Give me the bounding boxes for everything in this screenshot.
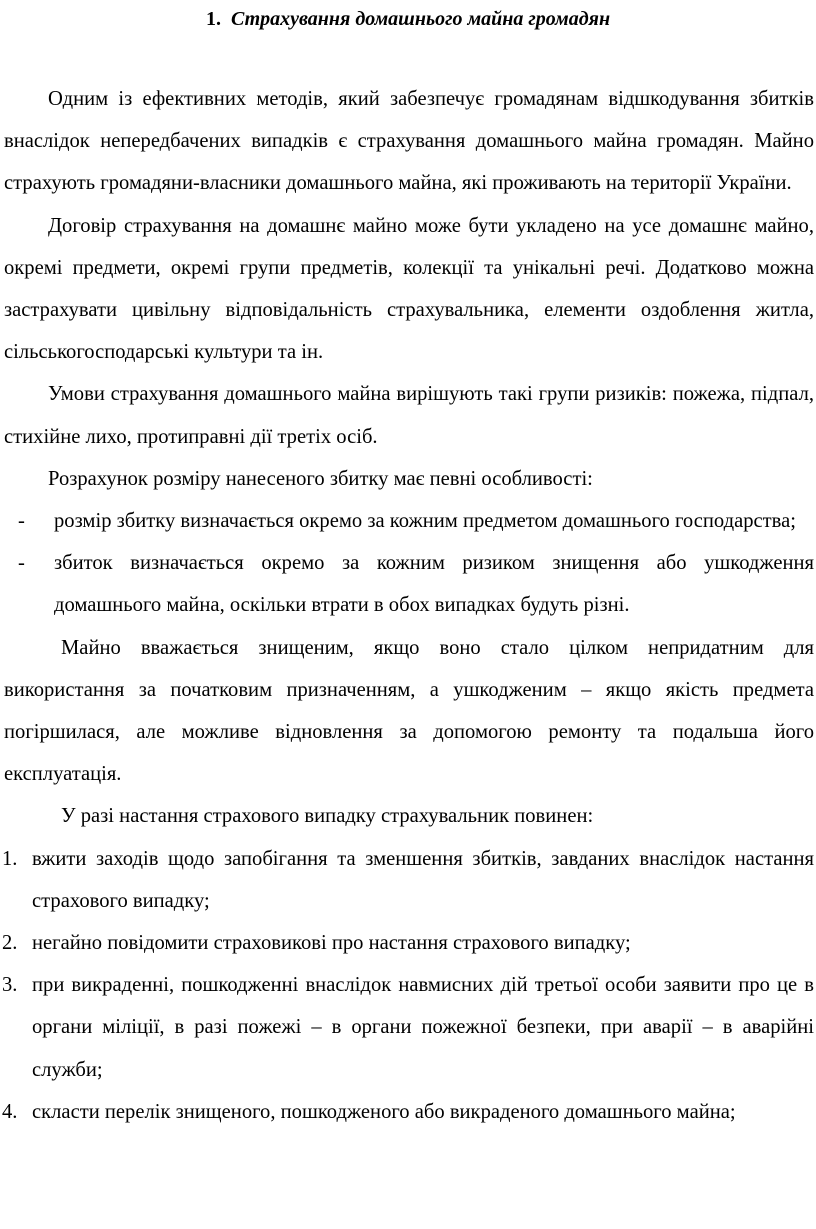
number-marker: 2. (2, 932, 18, 955)
paragraph-insured-duties: У разі настання страхового випадку страхувальник повинен: (61, 805, 594, 828)
list-item (4, 964, 814, 1091)
number-marker: 3. (2, 974, 18, 997)
paragraph-contract: Договір страхування на домашнє майно може бути укладено на усе домашнє майно, окремі предмети, окремі групи предметів, колекції та унікальні речі. Додатково можна застрахувати цивільну відповідальність страхувальника, елементи оздоблення житла, сільськогосподарські культури та ін. (4, 214, 814, 364)
list-item-text: при викраденні, пошкодженні внаслідок навмисних дій третьої особи заявити про це в органи міліції, в разі пожежі – в органи пожежної безпеки, при аварії – в аварійні служби; (32, 974, 814, 1081)
list-item-text: скласти перелік знищеного, пошкодженого або викраденого домашнього майна; (32, 1100, 736, 1123)
list-item-text: вжити заходів щодо запобігання та зменшення збитків, завданих внаслідок настання страхового випадку; (32, 847, 814, 912)
insured-duties-list (4, 838, 814, 1133)
number-marker: 1. (2, 847, 18, 870)
section-number: 1. (205, 8, 221, 30)
paragraph-risks: Умови страхування домашнього майна вирішують такі групи ризиків: пожежа, підпал, стихійне лихо, протиправні дії третіх осіб. (4, 383, 814, 448)
paragraph-damage-calc: Розрахунок розміру нанесеного збитку має певні особливості: (48, 467, 593, 490)
document-body (4, 78, 814, 1133)
list-item-text: розмір збитку визначається окремо за кожним предметом домашнього господарства; (54, 510, 796, 533)
list-item (4, 838, 814, 922)
damage-features-list (4, 500, 814, 627)
dash-marker: - (18, 510, 25, 533)
list-item (4, 542, 814, 626)
paragraph-destroyed-definition: Майно вважається знищеним, якщо воно стало цілком непридатним для використання за початковим призначенням, а ушкодженим – якщо якість предмета погіршилася, але можливе відновлення за допомогою ремонту та подальша його експлуатація. (4, 636, 814, 786)
list-item-text: збиток визначається окремо за кожним ризиком знищення або ушкодження домашнього майна, оскільки втрати в обох випадках будуть різні. (54, 552, 814, 617)
number-marker: 4. (2, 1100, 18, 1123)
dash-marker: - (18, 552, 25, 575)
section-heading (0, 6, 816, 32)
list-item (4, 500, 814, 542)
list-item (4, 1091, 814, 1133)
paragraph-intro: Одним із ефективних методів, який забезпечує громадянам відшкодування збитків внаслідок непередбачених випадків є страхування домашнього майна громадян. Майно страхують громадяни-власники домашнього майна, які проживають на території України. (4, 88, 814, 195)
section-title: Страхування домашнього майна громадян (230, 8, 611, 30)
list-item-text: негайно повідомити страховикові про настання страхового випадку; (32, 932, 631, 955)
list-item (4, 922, 814, 964)
